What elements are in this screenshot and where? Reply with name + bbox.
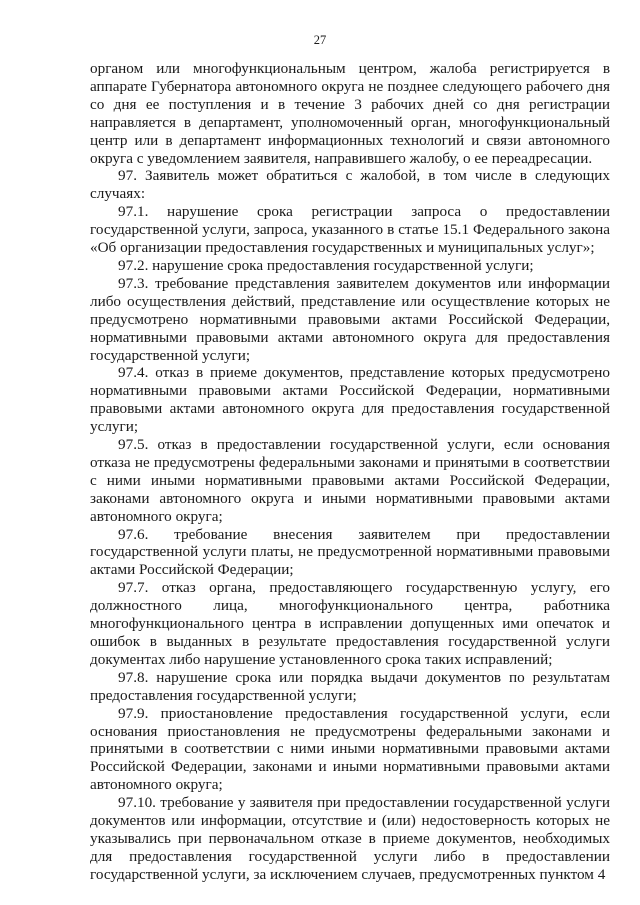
paragraph-97-6: 97.6. требование внесения заявителем при предоставлении государственной услуги платы, не предусмотренной нормативными правовыми актами Российской Федерации;	[90, 525, 610, 579]
paragraph-97-4: 97.4. отказ в приеме документов, представление которых предусмотрено нормативными правовыми актами Российской Федерации, нормативными правовыми актами автономного округа для предоставления государственной услуги;	[90, 364, 610, 436]
paragraph-97-9: 97.9. приостановление предоставления государственной услуги, если основания приостановления не предусмотрены федеральными законами и принятыми в соответствии с ними иными нормативными правовыми актами Российской Федерации, законами и иными нормативными правовыми актами автономного округа;	[90, 704, 610, 794]
paragraph-97-8: 97.8. нарушение срока или порядка выдачи документов по результатам предоставления государственной услуги;	[90, 668, 610, 704]
paragraph-97-1: 97.1. нарушение срока регистрации запроса о предоставлении государственной услуги, запроса, указанного в статье 15.1 Федерального закона «Об организации предоставления государственных и муниципальных услуг»;	[90, 203, 610, 257]
paragraph-97-10: 97.10. требование у заявителя при предоставлении государственной услуги документов или информации, отсутствие и (или) недостоверность которых не указывались при первоначальном отказе в приеме документов, необходимых для предоставления государственной услуги либо в предоставлении государственной услуги, за исключением случаев, предусмотренных пунктом 4	[90, 794, 610, 883]
paragraph-97-2: 97.2. нарушение срока предоставления государственной услуги;	[118, 256, 534, 274]
paragraph-97: 97. Заявитель может обратиться с жалобой, в том числе в следующих случаях:	[90, 167, 610, 203]
page-number: 27	[313, 33, 327, 47]
paragraph-97-7: 97.7. отказ органа, предоставляющего государственную услугу, его должностного лица, многофункционального центра, работника многофункционального центра в исправлении допущенных ими опечаток и ошибок в выданных в результате предоставления государственной услуги документах либо нарушение установленного срока таких исправлений;	[90, 579, 610, 668]
paragraph-97-5: 97.5. отказ в предоставлении государственной услуги, если основания отказа не предусмотрены федеральными законами и принятыми в соответствии с ними иными нормативными правовыми актами Российской Федерации, законами автономного округа и иными нормативными правовыми актами автономного округа;	[90, 436, 610, 525]
paragraph-continuation: органом или многофункциональным центром, жалоба регистрируется в аппарате Губернатора автономного округа не позднее следующего рабочего дня со дня ее поступления и в течение 3 рабочих дней со дня регистрации направляется в департамент, уполномоченный орган, многофункциональный центр или в департамент информационных технологий и связи автономного округа с уведомлением заявителя, направившего жалобу, о ее переадресации.	[90, 60, 610, 167]
paragraph-97-3: 97.3. требование представления заявителем документов или информации либо осуществления действий, представление или осуществление которых не предусмотрено нормативными правовыми актами Российской Федерации, нормативными правовыми актами автономного округа для предоставления государственной услуги;	[90, 274, 610, 364]
document-body	[90, 60, 610, 884]
